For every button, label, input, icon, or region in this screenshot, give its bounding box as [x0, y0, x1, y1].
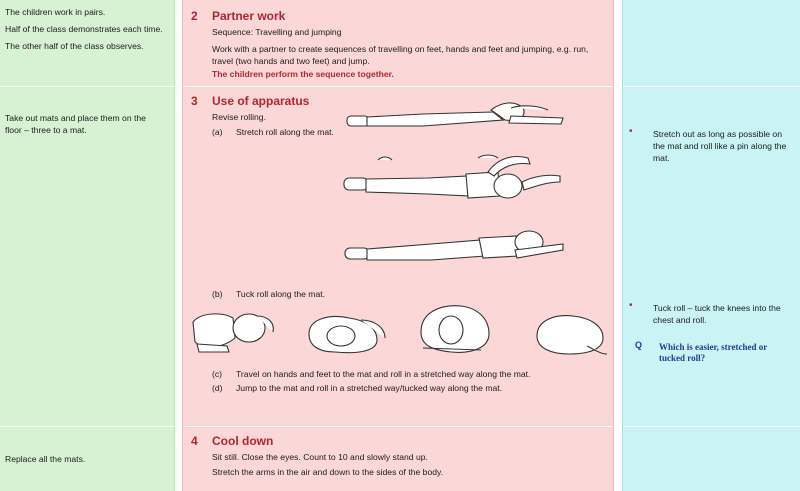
stretch-roll-figure-2 — [338, 152, 563, 210]
left-line: Replace all the mats. — [5, 454, 86, 464]
item-label: (c) — [212, 369, 223, 379]
bullet-dot-icon: • — [629, 126, 633, 137]
right-line: mat. — [653, 153, 670, 163]
row-divider — [0, 426, 175, 427]
item-text: Tuck roll along the mat. — [236, 289, 326, 299]
section-intro: Revise rolling. — [212, 112, 266, 122]
q-marker-icon: Q — [635, 340, 643, 350]
bullet-dot-icon: • — [629, 300, 633, 311]
section-line: Sequence: Travelling and jumping — [212, 27, 342, 37]
item-text: Travel on hands and feet to the mat and roll in a stretched way along the mat. — [236, 369, 531, 379]
left-line: Half of the class demonstrates each time. — [5, 24, 163, 34]
stretch-roll-figure-1 — [343, 96, 568, 136]
item-label: (b) — [212, 289, 223, 299]
section-line: Work with a partner to create sequences of travelling on feet, hands and feet and jumping, e.g. run, — [212, 44, 589, 54]
section-line: travel (two hands and two feet) and jump. — [212, 56, 370, 66]
left-line: Take out mats and place them on the — [5, 113, 146, 123]
section-number: 2 — [191, 9, 198, 23]
section-line: Sit still. Close the eyes. Count to 10 and slowly stand up. — [212, 452, 428, 462]
section-number: 3 — [191, 94, 198, 108]
teaching-points-column — [622, 0, 800, 491]
row-divider — [183, 426, 613, 427]
section-title: Cool down — [212, 434, 274, 448]
right-line: the mat and roll like a pin along the — [653, 141, 787, 151]
stretch-roll-figure-3 — [341, 226, 566, 270]
right-line: chest and roll. — [653, 315, 707, 325]
right-line: Stretch out as long as possible on — [653, 129, 782, 139]
left-line: The children work in pairs. — [5, 7, 106, 17]
activity-column — [182, 0, 614, 491]
tuck-roll-figure-4 — [531, 310, 611, 356]
tuck-roll-figure-1 — [187, 308, 279, 354]
section-number: 4 — [191, 434, 198, 448]
organisation-column — [0, 0, 175, 491]
tuck-roll-figure-3 — [411, 302, 503, 356]
section-title: Partner work — [212, 9, 286, 23]
section-highlight: The children perform the sequence together. — [212, 69, 394, 79]
question-line: Which is easier, stretched or — [659, 342, 768, 352]
item-label: (d) — [212, 383, 223, 393]
section-title: Use of apparatus — [212, 94, 310, 108]
right-line: Tuck roll – tuck the knees into the — [653, 303, 781, 313]
item-label: (a) — [212, 127, 223, 137]
section-line: Stretch the arms in the air and down to the sides of the body. — [212, 467, 444, 477]
item-text: Jump to the mat and roll in a stretched way/tucked way along the mat. — [236, 383, 503, 393]
item-text: Stretch roll along the mat. — [236, 127, 334, 137]
tuck-roll-figure-2 — [301, 310, 391, 356]
row-divider — [0, 86, 175, 87]
left-line: floor – three to a mat. — [5, 125, 87, 135]
row-divider — [623, 426, 800, 427]
row-divider — [623, 86, 800, 87]
left-line: The other half of the class observes. — [5, 41, 144, 51]
row-divider — [183, 86, 613, 87]
question-line: tucked roll? — [659, 353, 706, 363]
